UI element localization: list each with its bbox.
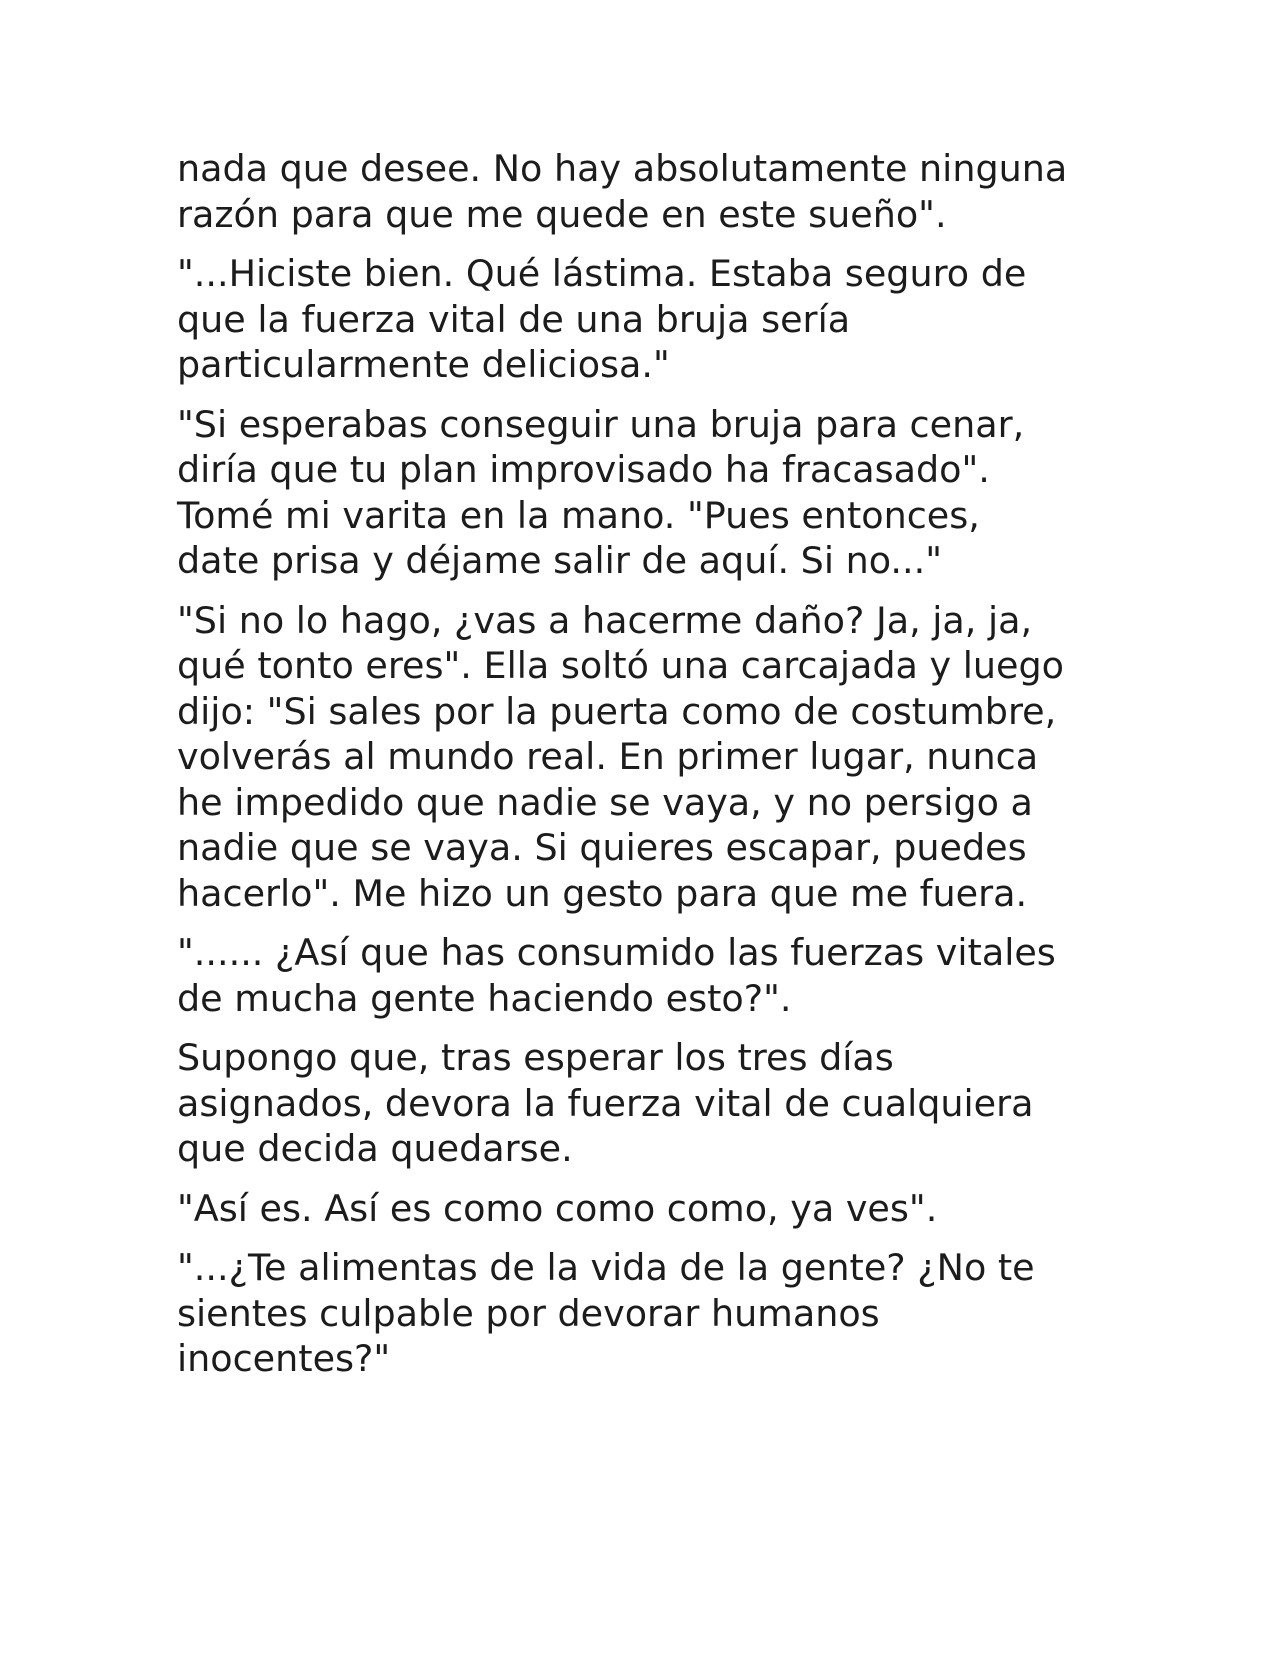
- text-line: "Si esperabas conseguir una bruja para cenar,: [177, 402, 1025, 446]
- text-line: asignados, devora la fuerza vital de cualquiera: [177, 1081, 1034, 1125]
- text-line: he impedido que nadie se vaya, y no persigo a: [177, 780, 1033, 824]
- text-line: particularmente deliciosa.": [177, 343, 670, 386]
- text-line: "Si no lo hago, ¿vas a hacerme daño? Ja, ja, ja,: [177, 598, 1033, 642]
- text-line: sientes culpable por devorar humanos: [177, 1291, 880, 1335]
- text-line: "...¿Te alimentas de la vida de la gente? ¿No te: [177, 1246, 1035, 1289]
- text-line: "...Hiciste bien. Qué lástima. Estaba seguro de: [177, 252, 1027, 295]
- paragraph-1: [177, 146, 1137, 237]
- paragraph-6: [177, 1035, 1137, 1172]
- text-line: Tomé mi varita en la mano. "Pues entonces,: [177, 493, 980, 537]
- text-line: volverás al mundo real. En primer lugar, nunca: [177, 735, 1039, 778]
- text-line: razón para que me quede en este sueño".: [177, 192, 947, 236]
- text-line: date prisa y déjame salir de aquí. Si no...": [177, 539, 943, 582]
- text-line: que decida quedarse.: [177, 1127, 573, 1170]
- text-line: "...... ¿Así que has consumido las fuerzas vitales: [177, 931, 1056, 974]
- text-line: diría que tu plan improvisado ha fracasado".: [177, 448, 990, 491]
- text-line: dijo: "Si sales por la puerta como de costumbre,: [177, 689, 1057, 733]
- text-line: inocentes?": [177, 1337, 391, 1380]
- text-line: nada que desee. No hay absolutamente ninguna: [177, 147, 1068, 190]
- text-line: hacerlo". Me hizo un gesto para que me fuera.: [177, 871, 1028, 915]
- paragraph-3: [177, 402, 1137, 584]
- paragraph-7: [177, 1186, 1137, 1232]
- text-line: qué tonto eres". Ella soltó una carcajada y luego: [177, 644, 1064, 687]
- text-line: nadie que se vaya. Si quieres escapar, puedes: [177, 826, 1027, 869]
- paragraph-2: [177, 251, 1137, 388]
- paragraph-5: [177, 930, 1137, 1021]
- text-line: de mucha gente haciendo esto?".: [177, 976, 792, 1020]
- paragraph-4: [177, 598, 1137, 917]
- text-line: que la fuerza vital de una bruja sería: [177, 297, 851, 341]
- paragraph-8: [177, 1245, 1137, 1382]
- text-line: Supongo que, tras esperar los tres días: [177, 1036, 894, 1079]
- body-text: [177, 146, 1137, 1396]
- text-line: "Así es. Así es como como como, ya ves".: [177, 1186, 938, 1230]
